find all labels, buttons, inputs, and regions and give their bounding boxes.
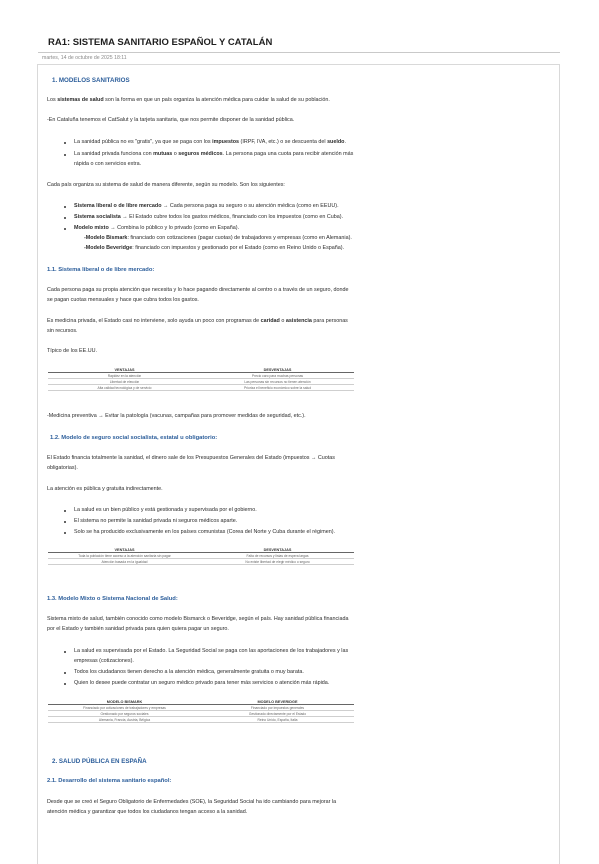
- bullet-item: Modelo mixto → Combina lo público y lo privado (como en España).: [74, 225, 240, 231]
- paragraph-continuation: atención médica y garantizar que todos los ciudadanos tengan acceso a la sanidad.: [47, 809, 248, 815]
- table-cell: Toda la población tiene acceso a la atención sanitaria sin pagar: [48, 553, 201, 559]
- paragraph: Cada país organiza su sistema de salud de manera diferente, según su modelo. Son los siguientes:: [47, 182, 285, 188]
- table-row: [48, 717, 354, 723]
- paragraph: Los sistemas de salud son la forma en que un país organiza la atención médica para cuidar la salud de su población.: [47, 97, 330, 103]
- table-cell: Reino Unido, España, Italia: [201, 717, 354, 723]
- bullet-dot: [64, 683, 66, 685]
- paragraph: Típico de los EE.UU.: [47, 348, 98, 354]
- table-header: MODELO BEVERIDGE: [201, 699, 354, 705]
- bullet-item-continuation: empresas (cotizaciones).: [74, 658, 134, 664]
- pros-cons-table: [48, 367, 354, 391]
- paragraph: -Medicina preventiva → Evitar la patología (vacunas, campañas para promover medidas de seguridad, etc.).: [47, 413, 306, 419]
- paragraph: Desde que se creó el Seguro Obligatorio de Enfermedades (SOE), la Seguridad Social ha ido cambiando para mejorar la: [47, 799, 337, 805]
- bullet-dot: [64, 228, 66, 230]
- subsection-heading: 2.1. Desarrollo del sistema sanitario español:: [47, 778, 172, 784]
- sub-item: -Modelo Beveridge: financiado con impuestos y gestionado por el Estado (como en Reino Unido o España).: [84, 245, 345, 251]
- table-header: DESVENTAJAS: [201, 367, 354, 373]
- bullet-item: La sanidad privada funciona con mutuas o seguros médicos. La persona paga una cuota para recibir atención más: [74, 151, 354, 157]
- section-heading: 1. MODELOS SANITARIOS: [52, 77, 130, 84]
- paragraph: Cada persona paga su propia atención que necesita y lo hace pagando directamente al centro o a través de un seguro, donde: [47, 287, 349, 293]
- bullet-dot: [64, 154, 66, 156]
- table-row: [48, 559, 354, 565]
- bullet-dot: [64, 532, 66, 534]
- table-cell: Financiado por impuestos generales: [201, 705, 354, 711]
- table-cell: Libertad de elección: [48, 379, 201, 385]
- table-row: [48, 385, 354, 391]
- bullet-item: La salud es un bien público y está gestionada y supervisada por el gobierno.: [74, 507, 257, 513]
- table-cell: No existe libertad de elegir médico o seguro: [201, 559, 354, 565]
- table-cell: Gestionado por seguros sociales: [48, 711, 201, 717]
- subsection-heading: 1.1. Sistema liberal o de libre mercado:: [47, 267, 155, 273]
- bullet-item: La salud es supervisada por el Estado. La Seguridad Social se paga con las aportaciones de los trabajadores y las: [74, 648, 349, 654]
- subsection-heading: 1.3. Modelo Mixto o Sistema Nacional de Salud:: [47, 596, 178, 602]
- pros-cons-table: [48, 547, 354, 565]
- bullet-item: Solo se ha producido exclusivamente en los países comunistas (Corea del Norte y Cuba durante el régimen).: [74, 529, 335, 535]
- title-divider: [38, 52, 560, 53]
- paragraph-continuation: sin recursos.: [47, 328, 78, 334]
- page-title: RA1: SISTEMA SANITARIO ESPAÑOL Y CATALÁN: [48, 37, 273, 48]
- bullet-item-continuation: rápida o con servicios extra.: [74, 161, 142, 167]
- table-cell: Alta calidad tecnológica y de servicio: [48, 385, 201, 391]
- table-header: VENTAJAS: [48, 367, 201, 373]
- bullet-dot: [64, 217, 66, 219]
- bullet-item: El sistema no permite la sanidad privada ni seguros médicos aparte.: [74, 518, 238, 524]
- bullet-item: La sanidad pública no es "gratis", ya que se paga con los impuestos (IRPF, IVA, etc.) o se descuenta del sueldo.: [74, 139, 346, 145]
- paragraph-continuation: por el Estado y también sanidad privada para quien quiera pagar un seguro.: [47, 626, 229, 632]
- paragraph: La atención es pública y gratuita indirectamente.: [47, 486, 163, 492]
- bullet-dot: [64, 206, 66, 208]
- paragraph: El Estado financia totalmente la sanidad, el dinero sale de los Presupuestos Generales del Estado (impuestos → Cuotas: [47, 455, 335, 461]
- table-header: MODELO BISMARK: [48, 699, 201, 705]
- subsection-heading: 1.2. Modelo de seguro social socialista, estatal u obligatorio:: [50, 435, 218, 441]
- bullet-item: Todos los ciudadanos tienen derecho a la atención médica, generalmente gratuita o muy barata.: [74, 669, 304, 675]
- table-cell: Gestionado directamente por el Estado: [201, 711, 354, 717]
- models-comparison-table: [48, 699, 354, 723]
- section-heading: 2. SALUD PÚBLICA EN ESPAÑA: [52, 758, 147, 765]
- paragraph: Sistema mixto de salud, también conocido como modelo Bismarck o Beveridge, según el país. Hay sanidad pública financiada: [47, 616, 349, 622]
- bullet-item: Quien lo desee puede contratar un seguro médico privado para tener más servicios o atención más rápida.: [74, 680, 330, 686]
- paragraph: Es medicina privada, el Estado casi no interviene, solo ayuda un poco con programas de caridad o asistencia para personas: [47, 318, 348, 324]
- table-cell: Alemania, Francia, Austria, Bélgica: [48, 717, 201, 723]
- bullet-item: Sistema liberal o de libre mercado → Cada persona paga su seguro o su atención médica (como en EEUU).: [74, 203, 339, 209]
- bullet-dot: [64, 142, 66, 144]
- note-date: martes, 14 de octubre de 2025 18:11: [42, 55, 127, 61]
- sub-item: -Modelo Bismark: financiado con cotizaciones (pagar cuotas) de trabajadores y empresas (como en Alemania).: [84, 235, 352, 241]
- table-cell: Prioriza el beneficio económico sobre la salud: [201, 385, 354, 391]
- table-cell: Falta de recursos y listas de espera largas: [201, 553, 354, 559]
- table-header: VENTAJAS: [48, 547, 201, 553]
- bullet-dot: [64, 510, 66, 512]
- table-cell: Precio caro para muchas personas: [201, 373, 354, 379]
- bullet-dot: [64, 521, 66, 523]
- table-header: DESVENTAJAS: [201, 547, 354, 553]
- paragraph-continuation: se pagan cuotas mensuales y hace que cubra todos los gastos.: [47, 297, 199, 303]
- bullet-dot: [64, 672, 66, 674]
- bullet-dot: [64, 651, 66, 653]
- paragraph-continuation: obligatorias).: [47, 465, 78, 471]
- table-cell: Las personas sin recursos no tienen atención: [201, 379, 354, 385]
- paragraph: -En Cataluña tenemos el CatSalut y la tarjeta sanitaria, que nos permite disponer de la sanidad pública.: [47, 117, 295, 123]
- table-cell: Atención basada en la igualdad: [48, 559, 201, 565]
- table-cell: Financiado por cotizaciones de trabajadores y empresas: [48, 705, 201, 711]
- bullet-item: Sistema socialista → El Estado cubre todos los gastos médicos, financiado con los impuestos (como en Cuba).: [74, 214, 344, 220]
- table-cell: Rapidez en la atención: [48, 373, 201, 379]
